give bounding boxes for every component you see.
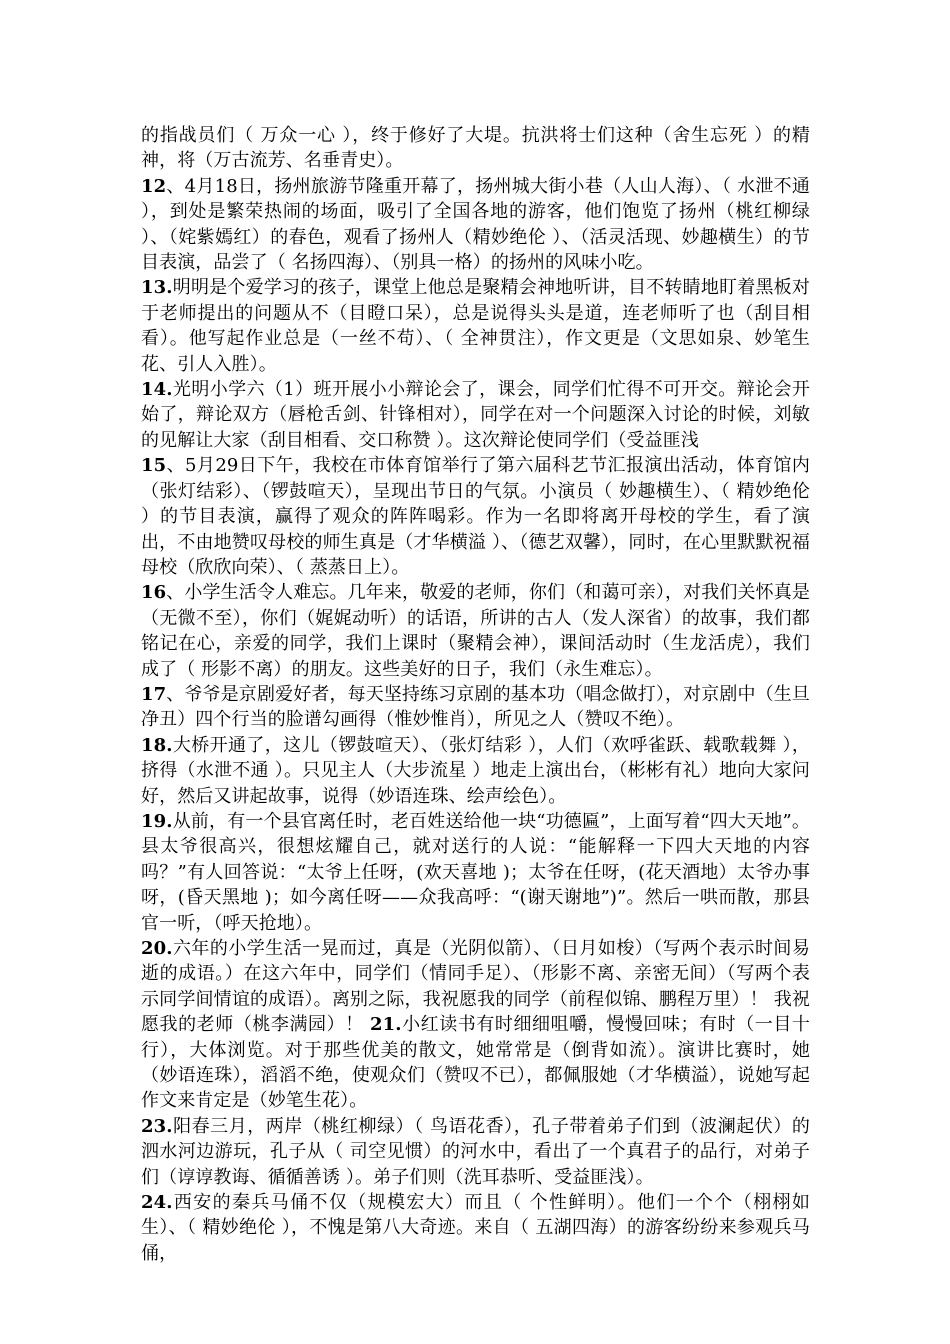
- paragraph-19: [141, 809, 810, 936]
- paragraph-13: [141, 275, 810, 377]
- paragraph-text: 、5月29日下午，我校在市体育馆举行了第六届科艺节汇报演出活动，体育馆内（张灯结彩）、（锣鼓喧天），呈现出节日的气氛。小演员（ 妙趣横生）、（ 精妙绝伦 ）的节目表演，赢得了观众的阵阵喝彩。作为一名即将离开母校的学生，看了演出，不由地赞叹母校的师生真是（才华横溢 ）、（德艺双馨），同时，在心里默默祝福母校（欣欣向荣）、（ 蒸蒸日上）。: [141, 455, 810, 578]
- paragraph-18: [141, 733, 810, 809]
- paragraph-14: [141, 377, 810, 453]
- item-number: 13.: [141, 277, 173, 299]
- paragraph-text: 光明小学六（1）班开展小小辩论会了，课会，同学们忙得不可开交。辩论会开始了，辩论双方（唇枪舌剑、针锋相对），同学在对一个问题深入讨论的时候，刘敏的见解让大家（刮目相看、交口称赞 ）。这次辩论使同学们（受益匪浅: [141, 379, 810, 451]
- item-number: 14.: [141, 379, 173, 401]
- paragraph-16: [141, 580, 810, 682]
- item-number: 23.: [141, 1115, 173, 1137]
- item-number-inline: 21.: [370, 1014, 402, 1036]
- paragraph-text: 六年的小学生活一晃而过，真是（光阴似箭）、（日月如梭）（写两个表示时间易逝的成语。）在这六年中，同学们（情同手足）、（形影不离、亲密无间）（写两个表示同学间情谊的成语）。离别之际，我祝愿我的同学（前程似锦、鹏程万里）！ 我祝愿我的老师（桃李满园）！: [141, 938, 810, 1036]
- paragraph-text: 、爷爷是京剧爱好者，每天坚持练习京剧的基本功（唱念做打），对京剧中（生旦净丑）四个行当的脸谱勾画得（惟妙惟肖），所见之人（赞叹不绝）。: [141, 683, 810, 731]
- item-number: 17: [141, 683, 167, 705]
- paragraph-continuation: [141, 123, 810, 174]
- item-number: 12: [141, 175, 167, 197]
- paragraph-text-inline: 小红读书有时细细咀嚼，慢慢回味；有时（一目十行），大体浏览。对于那些优美的散文，她常常是（倒背如流）。演讲比赛时，她（妙语连珠），滔滔不绝，使观众们（赞叹不已），都佩服她（才华横溢），说她写起作文来肯定是（妙笔生花）。: [141, 1014, 810, 1112]
- paragraph-17: [141, 682, 810, 733]
- paragraph-23: [141, 1114, 810, 1190]
- paragraph-15: [141, 453, 810, 580]
- paragraph-12: [141, 174, 810, 276]
- paragraph-text: 的指战员们（ 万众一心 ），终于修好了大堤。抗洪将士们这种（舍生忘死 ）的精神，将（万古流芳、名垂青史）。: [141, 125, 810, 172]
- item-number: 24.: [141, 1192, 173, 1214]
- paragraph-text: 从前，有一个县官离任时，老百姓送给他一块“功德匾”，上面写着“四大天地”。县太爷很高兴，很想炫耀自己，就对送行的人说：“能解释一下四大天地的内容吗？”有人回答说：“太爷上任呀，(欢天喜地 )；太爷在任呀，(花天酒地）太爷办事呀，(昏天黑地 )；如今离任呀——众我高呼：“(谢天谢地”)”。然后一哄而散，那县官一听，（呼天抢地）。: [141, 810, 810, 934]
- document-body: [141, 123, 810, 1266]
- item-number: 19.: [141, 810, 173, 832]
- item-number: 20.: [141, 938, 173, 959]
- paragraph-20: [141, 936, 810, 1114]
- item-number: 15: [141, 455, 167, 477]
- paragraph-text: 、4月18日，扬州旅游节隆重开幕了，扬州城大街小巷（人山人海）、（ 水泄不通 ），到处是繁荣热闹的场面，吸引了全国各地的游客，他们饱览了扬州（桃红柳绿 ）、（姹紫嫣红）的春色，观看了扬州人（精妙绝伦 ）、（活灵活现、妙趣横生）的节目表演，品尝了（ 名扬四海）、（别具一格）的扬州的风味小吃。: [141, 175, 810, 274]
- paragraph-24: [141, 1190, 810, 1266]
- paragraph-text: 明明是个爱学习的孩子，课堂上他总是聚精会神地听讲，目不转睛地盯着黑板对于老师提出的问题从不（目瞪口呆），总是说得头头是道，连老师听了也（刮目相看）。他写起作业总是（一丝不苟）、（ 全神贯注），作文更是（文思如泉、妙笔生花、引人入胜）。: [141, 277, 810, 375]
- item-number: 18.: [141, 734, 173, 756]
- paragraph-text: 西安的秦兵马俑不仅（规模宏大）而且（ 个性鲜明）。他们一个个（栩栩如生）、（ 精妙绝伦 ），不愧是第八大奇迹。来自（ 五湖四海）的游客纷纷来参观兵马俑，: [141, 1192, 810, 1264]
- item-number: 16: [141, 582, 167, 604]
- paragraph-text: 、小学生活令人难忘。几年来，敬爱的老师，你们（和蔼可亲），对我们关怀真是（无微不至），你们（娓娓动听）的话语，所讲的古人（发人深省）的故事，我们都铭记在心，亲爱的同学，我们上课时（聚精会神），课间活动时（生龙活虎），我们成了（ 形影不离）的朋友。这些美好的日子，我们（永生难忘）。: [141, 582, 810, 680]
- paragraph-text: 大桥开通了，这儿（锣鼓喧天）、（张灯结彩 ），人们（欢呼雀跃、载歌载舞 ），挤得（水泄不通 ）。只见主人（大步流星 ）地走上演出台，（彬彬有礼）地向大家问好，然后又讲起故事，说得（妙语连珠、绘声绘色）。: [141, 734, 810, 807]
- paragraph-text: 阳春三月，两岸（桃红柳绿）（ 鸟语花香），孔子带着弟子们到（波澜起伏）的泗水河边游玩，孔子从（ 司空见惯）的河水中，看出了一个真君子的品行，对弟子们（谆谆教诲、循循善诱 ）。弟子们则（洗耳恭听、受益匪浅）。: [141, 1115, 810, 1188]
